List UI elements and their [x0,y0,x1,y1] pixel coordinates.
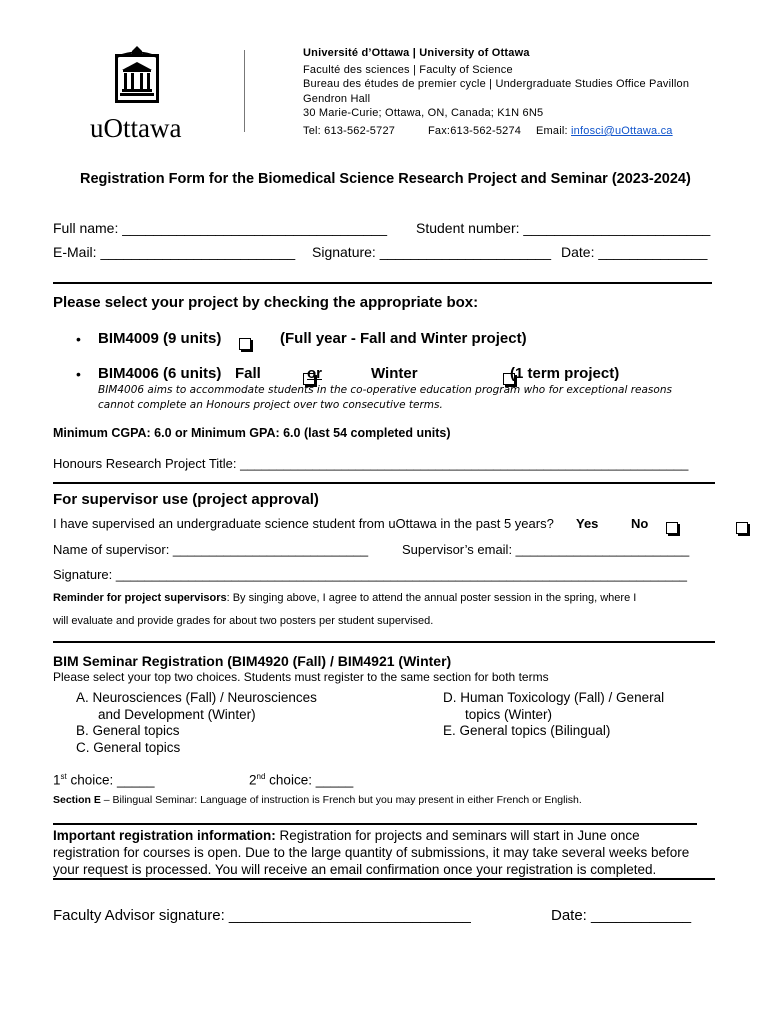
supervisor-heading: For supervisor use (project approval) [53,491,319,508]
option-b: B. General topics [76,723,180,738]
logo-wordmark: uOttawa [90,113,182,143]
option-c: C. General topics [76,740,181,755]
no-label: No [631,516,649,531]
important-info-text: Registration for projects and seminars will start in June once [275,828,640,843]
bim4006-label: BIM4006 (6 units) [98,365,222,382]
bim4009-checkbox[interactable] [239,338,251,350]
section-e-note [53,794,582,806]
reminder-text: : By singing above, I agree to attend the annual poster session in the spring, where I [226,592,637,604]
section-divider [53,282,712,284]
section-e-text: – Bilingual Seminar: Language of instruction is French but you may present in either French or English. [100,794,582,806]
university-building-logo-icon [112,44,162,106]
supervisor-question: I have supervised an undergraduate science student from uOttawa in the past 5 years? [53,516,554,531]
bullet-icon: • [76,366,81,382]
second-choice-field[interactable] [249,772,353,788]
first-choice-blank: choice: _____ [66,772,155,788]
seminar-heading: BIM Seminar Registration (BIM4920 (Fall) / BIM4921 (Winter) [53,653,452,669]
section-e-bold: Section E [53,794,101,806]
important-info-line1 [53,828,640,843]
second-choice-blank: choice: _____ [265,772,354,788]
header-university: Université d’Ottawa | University of Ottawa [303,47,530,59]
reminder-bold: Reminder for project supervisors [53,592,227,604]
supervisor-name-field[interactable]: Name of supervisor: ___________________________ [53,542,369,557]
footer-date-field[interactable]: Date: ____________ [551,907,692,924]
full-name-field[interactable]: Full name: __________________________________ [53,220,387,236]
winter-label: Winter [371,365,418,382]
header-address: 30 Marie-Curie; Ottawa, ON, Canada; K1N 6N5 [303,107,544,119]
email-field[interactable]: E-Mail: _________________________ [53,244,296,260]
supervisor-email-field[interactable]: Supervisor’s email: ________________________ [402,542,690,557]
bim4006-note-line2: cannot complete an Honours project over two consecutive terms. [98,399,443,411]
student-number-field[interactable]: Student number: ________________________ [416,220,711,236]
option-d-line2: topics (Winter) [465,707,553,722]
bim4006-note-line1: BIM4006 aims to accommodate students in the co-operative education program who for exceptional reasons [98,384,672,396]
faculty-advisor-signature-field[interactable]: Faculty Advisor signature: _____________________________ [53,907,471,924]
or-label: or [307,365,322,382]
header-email-label: Email: [536,125,568,137]
important-info-bold: Important registration information: [53,828,276,843]
bullet-icon: • [76,331,81,347]
header-tel: Tel: 613-562-5727 [303,125,396,137]
header-fax: Fax:613-562-5274 [428,125,522,137]
header-hall: Gendron Hall [303,93,371,105]
option-d-line1: D. Human Toxicology (Fall) / General [443,690,665,705]
section-divider [53,878,715,880]
second-choice-number: 2 [249,772,257,788]
first-choice-field[interactable] [53,772,155,788]
option-a-line2: and Development (Winter) [98,707,256,722]
project-heading: Please select your project by checking the appropriate box: [53,294,479,311]
first-choice-number: 1 [53,772,61,788]
header-email-link[interactable]: infosci@uOttawa.ca [571,125,673,137]
min-gpa-text: Minimum CGPA: 6.0 or Minimum GPA: 6.0 (last 54 completed units) [53,426,451,440]
supervisor-signature-field[interactable]: Signature: _______________________________________________________________________________ [53,567,688,582]
project-title-field[interactable]: Honours Research Project Title: ______________________________________________________________ [53,456,689,471]
header-email [536,125,673,137]
supervisor-reminder-line2: will evaluate and provide grades for about two posters per student supervised. [53,615,434,627]
yes-checkbox[interactable] [666,522,678,534]
option-e: E. General topics (Bilingual) [443,723,611,738]
header-faculty: Faculté des sciences | Faculty of Science [303,64,513,76]
section-divider [53,482,715,484]
first-choice-suffix: st [60,772,67,781]
bim4009-description: (Full year - Fall and Winter project) [280,330,527,347]
signature-field[interactable]: Signature: ______________________ [312,244,552,260]
bim4009-label: BIM4009 (9 units) [98,330,222,347]
supervisor-reminder [53,592,636,604]
second-choice-suffix: nd [256,772,266,781]
fall-label: Fall [235,365,261,382]
section-divider [53,823,697,825]
section-divider [53,641,715,643]
date-field[interactable]: Date: ______________ [561,244,708,260]
seminar-instruction: Please select your top two choices. Students must register to the same section for both terms [53,670,549,684]
one-term-label: (1 term project) [510,365,620,382]
header-office: Bureau des études de premier cycle | Undergraduate Studies Office Pavillon [303,78,690,90]
header-divider [244,50,245,132]
option-a-line1: A. Neurosciences (Fall) / Neurosciences [76,690,317,705]
form-title: Registration Form for the Biomedical Science Research Project and Seminar (2023-2024) [80,171,691,187]
important-info-line3: your request is processed. You will receive an email confirmation once your registration is completed. [53,862,657,877]
important-info-line2: registration for courses is open. Due to the large quantity of submissions, it may take several weeks before [53,845,690,860]
yes-label: Yes [576,516,599,531]
no-checkbox[interactable] [736,522,748,534]
